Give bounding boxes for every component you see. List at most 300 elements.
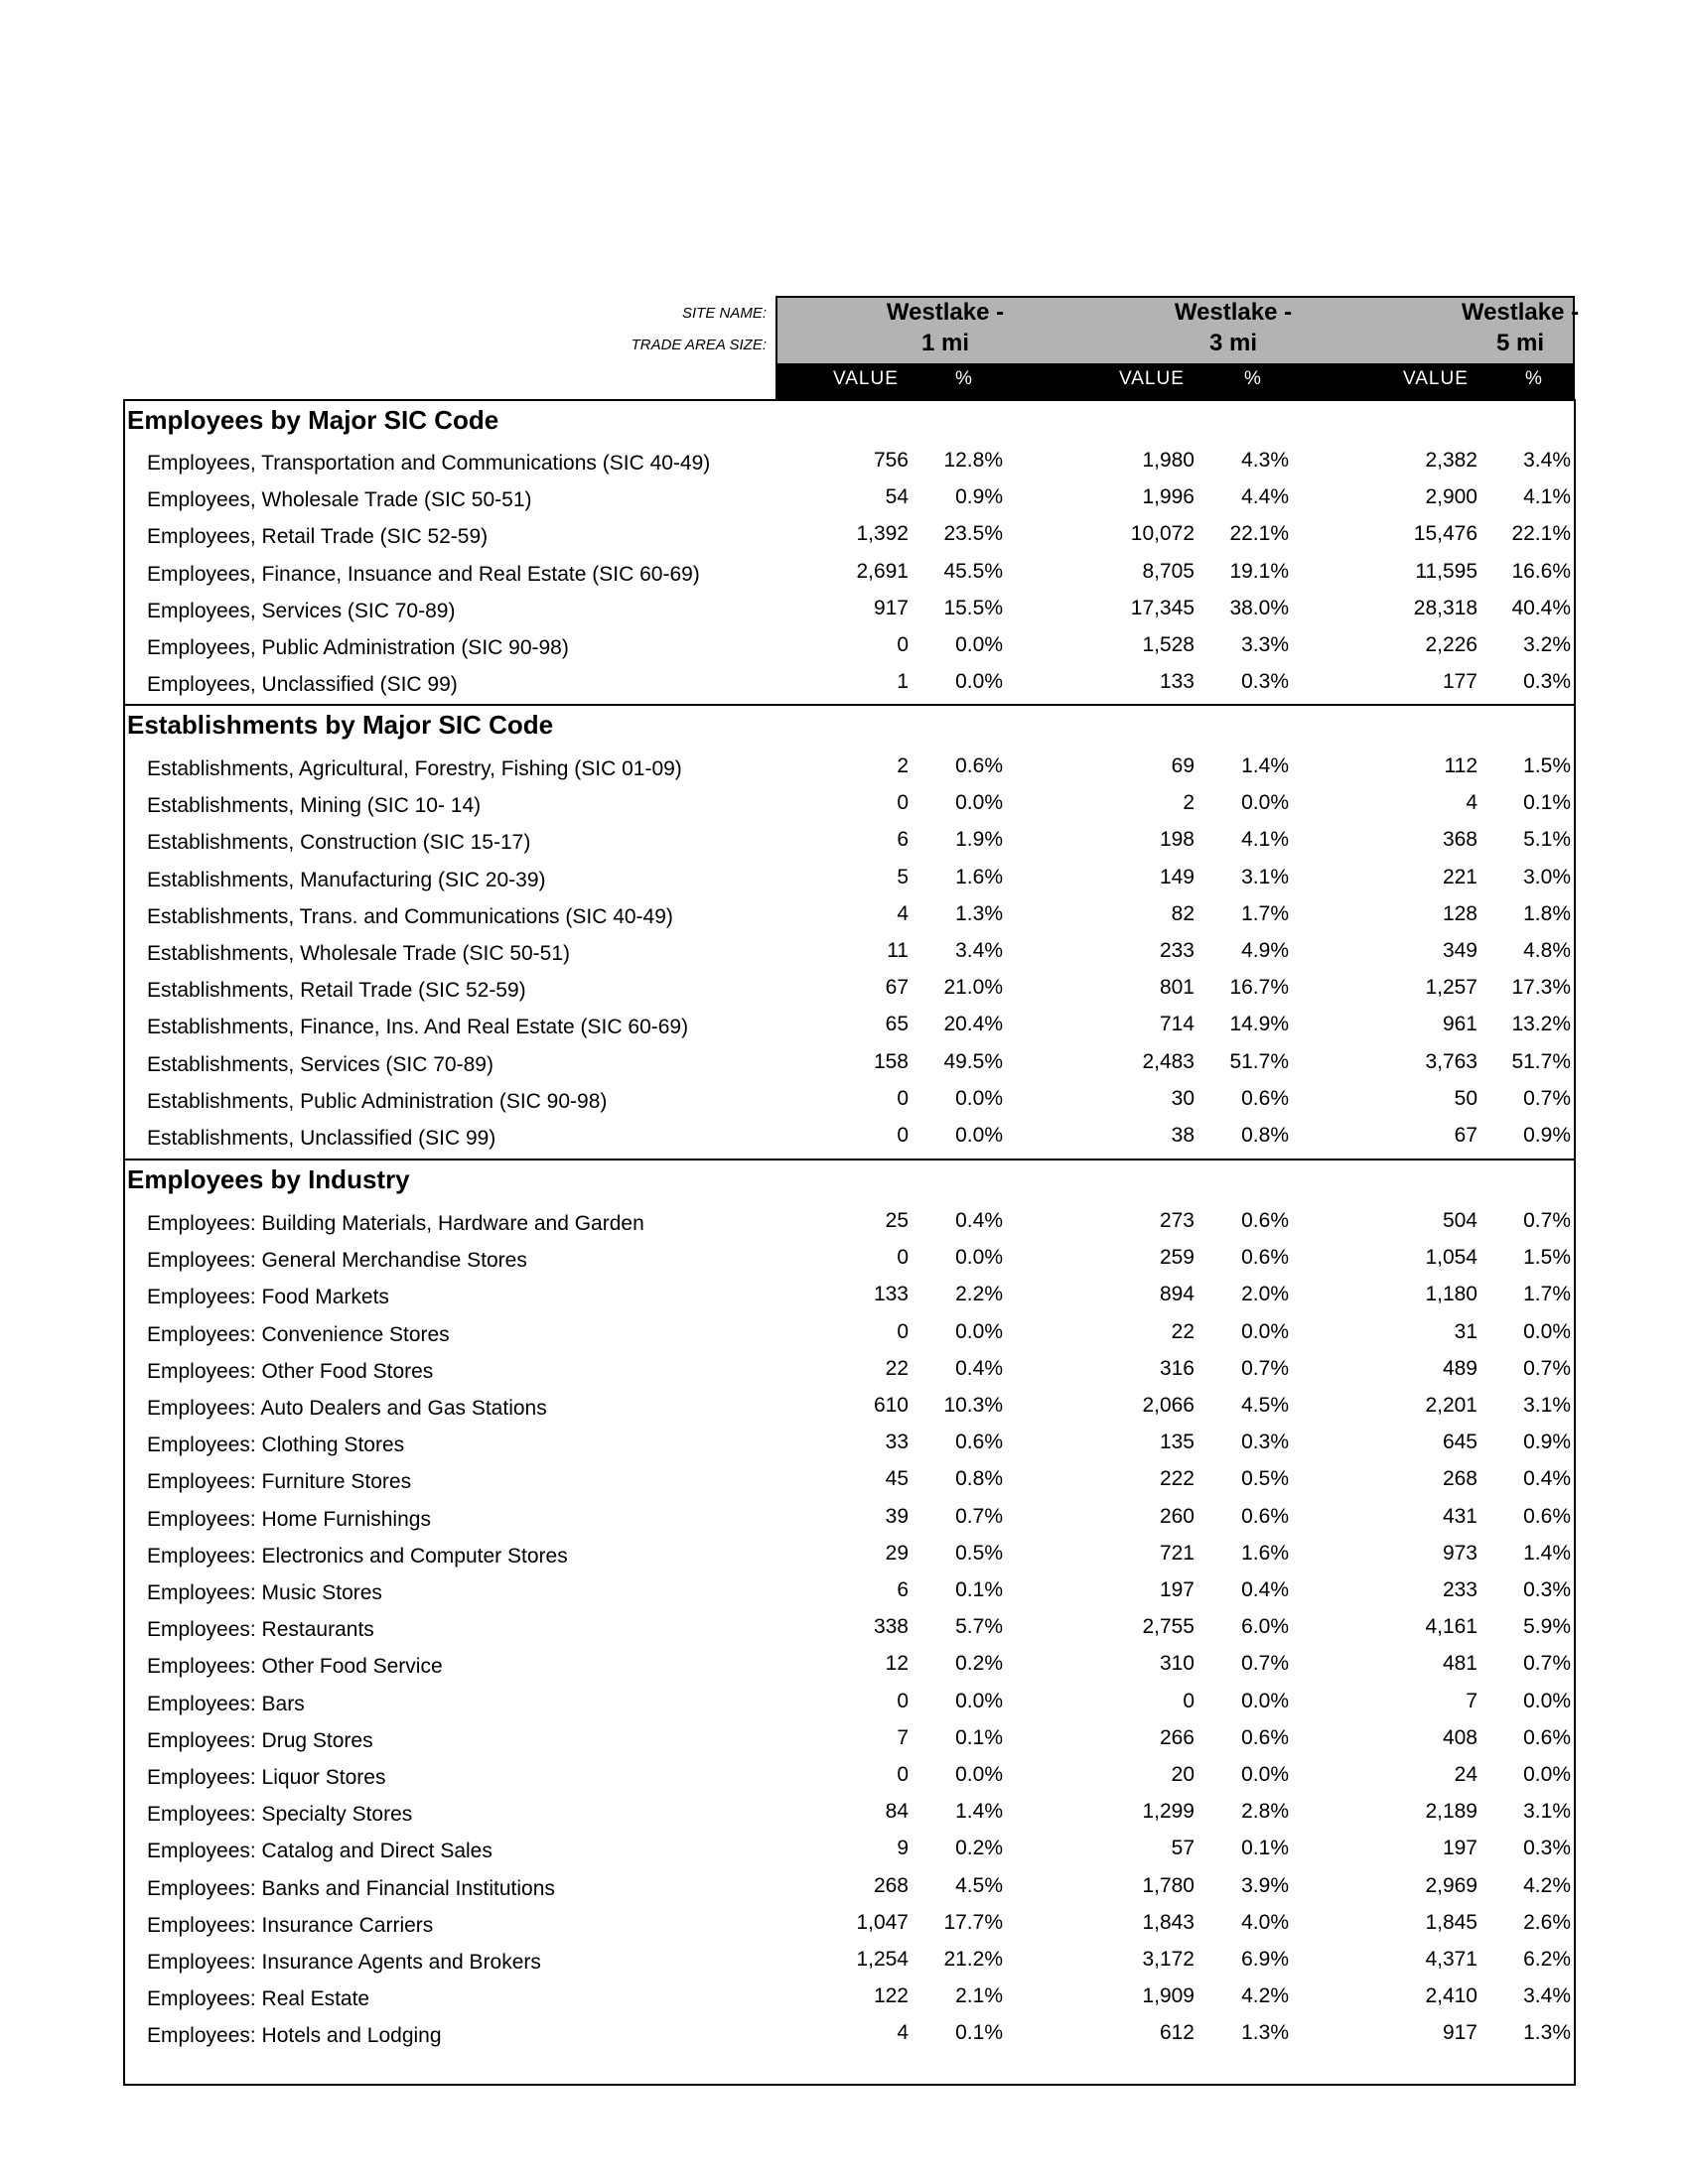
value-cell: 2,410 — [1425, 1984, 1477, 2008]
site-2-title — [1104, 297, 1362, 358]
row-label: Employees: Bars — [147, 1692, 305, 1715]
percent-cell: 13.2% — [1511, 1013, 1571, 1036]
row-label: Employees: Other Food Stores — [147, 1359, 434, 1383]
value-cell: 112 — [1444, 754, 1477, 777]
value-cell: 6 — [897, 1578, 909, 1601]
value-cell: 268 — [1442, 1467, 1477, 1491]
value-cell: 349 — [1442, 939, 1477, 962]
value-cell: 1,996 — [1142, 485, 1195, 509]
percent-cell: 0.4% — [1523, 1467, 1571, 1491]
value-cell: 128 — [1442, 901, 1477, 925]
row-label: Employees: Clothing Stores — [147, 1433, 405, 1457]
row-label: Employees: Convenience Stores — [147, 1322, 450, 1346]
percent-cell: 0.1% — [1241, 1837, 1289, 1860]
percent-cell: 1.4% — [955, 1800, 1003, 1824]
percent-cell: 51.7% — [1229, 1049, 1289, 1073]
percent-cell: 0.0% — [955, 1086, 1003, 1110]
row-label: Employees, Transportation and Communications (SIC 40-49) — [147, 452, 711, 475]
percent-cell: 3.9% — [1241, 1873, 1289, 1897]
percent-cell: 22.1% — [1511, 522, 1571, 546]
row-label: Establishments, Services (SIC 70-89) — [147, 1052, 493, 1076]
percent-cell: 0.0% — [955, 1763, 1003, 1786]
percent-cell: 10.3% — [943, 1394, 1003, 1417]
row-label: Establishments, Agricultural, Forestry, Fishing (SIC 01-09) — [147, 757, 682, 780]
percent-cell: 1.6% — [955, 865, 1003, 888]
percent-cell: 0.7% — [1523, 1356, 1571, 1380]
value-cell: 3,763 — [1425, 1049, 1477, 1073]
value-cell: 0 — [897, 1689, 909, 1712]
percent-cell: 16.7% — [1229, 976, 1289, 1000]
value-cell: 2,226 — [1425, 633, 1477, 656]
value-cell: 28,318 — [1413, 596, 1477, 619]
value-cell: 15,476 — [1413, 522, 1477, 546]
value-cell: 259 — [1159, 1246, 1195, 1270]
percent-cell: 17.7% — [943, 1910, 1003, 1934]
value-cell: 2,483 — [1142, 1049, 1195, 1073]
percent-cell: 3.2% — [1523, 633, 1571, 656]
percent-cell: 1.4% — [1523, 1541, 1571, 1565]
value-cell: 1,047 — [856, 1910, 909, 1934]
site-3-title — [1391, 297, 1649, 358]
value-cell: 504 — [1442, 1209, 1477, 1232]
value-cell: 69 — [1171, 754, 1195, 777]
percent-cell: 2.6% — [1523, 1910, 1571, 1934]
value-cell: 0 — [897, 791, 909, 815]
percent-cell: 0.5% — [955, 1541, 1003, 1565]
value-cell: 612 — [1159, 2021, 1195, 2045]
section-title: Employees by Industry — [127, 1164, 410, 1194]
row-label: Employees: Hotels and Lodging — [147, 2024, 442, 2048]
row-label: Employees: Music Stores — [147, 1581, 382, 1604]
value-cell: 8,705 — [1142, 559, 1195, 583]
percent-cell: 0.7% — [1241, 1652, 1289, 1676]
percent-cell: 0.2% — [955, 1652, 1003, 1676]
percent-cell: 4.4% — [1241, 485, 1289, 509]
value-cell: 135 — [1159, 1431, 1195, 1454]
percent-cell: 0.0% — [1523, 1689, 1571, 1712]
value-cell: 4,161 — [1425, 1615, 1477, 1639]
row-label: Employees: Home Furnishings — [147, 1507, 431, 1531]
value-cell: 24 — [1454, 1763, 1477, 1786]
value-cell: 894 — [1159, 1283, 1195, 1306]
value-cell: 2,755 — [1142, 1615, 1195, 1639]
value-cell: 1,392 — [856, 522, 909, 546]
value-cell: 0 — [897, 1763, 909, 1786]
percent-cell: 0.0% — [955, 1689, 1003, 1712]
percent-cell: 1.5% — [1523, 754, 1571, 777]
percent-cell: 38.0% — [1229, 596, 1289, 619]
value-cell: 408 — [1442, 1725, 1477, 1749]
percent-cell: 1.8% — [1523, 901, 1571, 925]
row-label: Employees, Public Administration (SIC 90-98) — [147, 636, 569, 659]
percent-cell: 0.4% — [955, 1209, 1003, 1232]
percent-cell: 16.6% — [1511, 559, 1571, 583]
column-header-pct-3: % — [1525, 368, 1543, 389]
percent-cell: 0.0% — [1523, 1763, 1571, 1786]
site-1-title — [816, 297, 1074, 358]
percent-cell: 1.7% — [1523, 1283, 1571, 1306]
row-label: Employees: General Merchandise Stores — [147, 1249, 527, 1273]
row-label: Employees: Auto Dealers and Gas Stations — [147, 1397, 547, 1420]
value-cell: 10,072 — [1130, 522, 1195, 546]
value-cell: 7 — [897, 1725, 909, 1749]
value-cell: 917 — [1442, 2021, 1477, 2045]
value-cell: 316 — [1159, 1356, 1195, 1380]
row-label: Employees: Liquor Stores — [147, 1766, 386, 1789]
value-cell: 610 — [873, 1394, 909, 1417]
value-cell: 222 — [1159, 1467, 1195, 1491]
value-cell: 7 — [1466, 1689, 1477, 1712]
value-cell: 198 — [1159, 828, 1195, 852]
site-3-name: Westlake - — [1461, 299, 1580, 326]
percent-cell: 0.3% — [1523, 1837, 1571, 1860]
value-cell: 5 — [897, 865, 909, 888]
value-cell: 197 — [1442, 1837, 1477, 1860]
value-cell: 4 — [897, 2021, 909, 2045]
percent-cell: 1.6% — [1241, 1541, 1289, 1565]
value-cell: 2,189 — [1425, 1800, 1477, 1824]
row-label: Establishments, Retail Trade (SIC 52-59) — [147, 979, 526, 1003]
percent-cell: 0.8% — [1241, 1124, 1289, 1147]
row-label: Employees: Specialty Stores — [147, 1803, 413, 1827]
value-cell: 1,980 — [1142, 449, 1195, 472]
value-cell: 260 — [1159, 1504, 1195, 1528]
row-label: Employees: Restaurants — [147, 1618, 374, 1642]
column-header-value-3: VALUE — [1403, 368, 1469, 389]
row-label: Employees: Furniture Stores — [147, 1470, 412, 1494]
value-cell: 149 — [1159, 865, 1195, 888]
value-cell: 4 — [897, 901, 909, 925]
percent-cell: 5.7% — [955, 1615, 1003, 1639]
value-cell: 29 — [885, 1541, 909, 1565]
percent-cell: 0.0% — [1241, 1763, 1289, 1786]
row-label: Employees, Services (SIC 70-89) — [147, 599, 456, 622]
percent-cell: 0.9% — [1523, 1431, 1571, 1454]
row-label: Employees: Insurance Agents and Brokers — [147, 1951, 541, 1974]
value-cell: 801 — [1159, 976, 1195, 1000]
percent-cell: 0.3% — [1523, 1578, 1571, 1601]
value-cell: 158 — [873, 1049, 909, 1073]
row-label: Employees: Food Markets — [147, 1286, 389, 1309]
value-cell: 2 — [897, 754, 909, 777]
percent-cell: 0.9% — [1523, 1124, 1571, 1147]
site-1-name: Westlake - — [886, 299, 1005, 326]
percent-cell: 0.6% — [1241, 1246, 1289, 1270]
percent-cell: 2.1% — [955, 1984, 1003, 2008]
row-label: Establishments, Wholesale Trade (SIC 50-51) — [147, 942, 571, 965]
value-cell: 82 — [1171, 901, 1195, 925]
percent-cell: 0.3% — [1241, 1431, 1289, 1454]
percent-cell: 0.0% — [955, 1319, 1003, 1343]
percent-cell: 21.2% — [943, 1948, 1003, 1971]
value-cell: 431 — [1442, 1504, 1477, 1528]
value-cell: 65 — [885, 1013, 909, 1036]
value-cell: 1,845 — [1425, 1910, 1477, 1934]
value-cell: 221 — [1442, 865, 1477, 888]
value-cell: 0 — [897, 1246, 909, 1270]
row-label: Establishments, Finance, Ins. And Real Estate (SIC 60-69) — [147, 1016, 689, 1039]
value-cell: 338 — [873, 1615, 909, 1639]
value-cell: 1,909 — [1142, 1984, 1195, 2008]
percent-cell: 21.0% — [943, 976, 1003, 1000]
section-divider — [123, 1159, 1576, 1160]
percent-cell: 3.0% — [1523, 865, 1571, 888]
percent-cell: 0.6% — [1523, 1504, 1571, 1528]
value-cell: 133 — [873, 1283, 909, 1306]
percent-cell: 23.5% — [943, 522, 1003, 546]
value-cell: 1,180 — [1425, 1283, 1477, 1306]
percent-cell: 0.1% — [1523, 791, 1571, 815]
value-cell: 1,843 — [1142, 1910, 1195, 1934]
row-label: Employees: Catalog and Direct Sales — [147, 1840, 492, 1863]
percent-cell: 0.0% — [955, 1246, 1003, 1270]
value-cell: 1,299 — [1142, 1800, 1195, 1824]
percent-cell: 0.6% — [1241, 1086, 1289, 1110]
percent-cell: 22.1% — [1229, 522, 1289, 546]
value-cell: 30 — [1171, 1086, 1195, 1110]
percent-cell: 0.7% — [955, 1504, 1003, 1528]
value-cell: 122 — [873, 1984, 909, 2008]
percent-cell: 4.2% — [1241, 1984, 1289, 2008]
value-cell: 22 — [1171, 1319, 1195, 1343]
site-2-size: 3 mi — [1208, 330, 1258, 356]
value-cell: 2,900 — [1425, 485, 1477, 509]
row-label: Employees: Building Materials, Hardware and Garden — [147, 1212, 644, 1235]
value-cell: 67 — [885, 976, 909, 1000]
value-cell: 0 — [897, 1124, 909, 1147]
percent-cell: 1.5% — [1523, 1246, 1571, 1270]
value-cell: 1,528 — [1142, 633, 1195, 656]
value-cell: 197 — [1159, 1578, 1195, 1601]
column-header-value-1: VALUE — [833, 368, 899, 389]
percent-cell: 19.1% — [1229, 559, 1289, 583]
percent-cell: 1.9% — [955, 828, 1003, 852]
value-cell: 310 — [1159, 1652, 1195, 1676]
value-cell: 961 — [1442, 1013, 1477, 1036]
value-cell: 12 — [885, 1652, 909, 1676]
value-cell: 368 — [1442, 828, 1477, 852]
percent-cell: 49.5% — [943, 1049, 1003, 1073]
percent-cell: 0.9% — [955, 485, 1003, 509]
value-cell: 714 — [1159, 1013, 1195, 1036]
percent-cell: 1.3% — [1241, 2021, 1289, 2045]
value-cell: 17,345 — [1130, 596, 1195, 619]
percent-cell: 0.6% — [1241, 1209, 1289, 1232]
percent-cell: 3.3% — [1241, 633, 1289, 656]
percent-cell: 6.0% — [1241, 1615, 1289, 1639]
percent-cell: 0.4% — [1241, 1578, 1289, 1601]
percent-cell: 0.0% — [1241, 1689, 1289, 1712]
row-label: Employees: Real Estate — [147, 1987, 370, 2011]
percent-cell: 5.1% — [1523, 828, 1571, 852]
percent-cell: 0.0% — [955, 791, 1003, 815]
percent-cell: 1.3% — [955, 901, 1003, 925]
value-cell: 11,595 — [1415, 559, 1477, 583]
percent-cell: 0.3% — [1241, 670, 1289, 694]
value-cell: 489 — [1442, 1356, 1477, 1380]
value-cell: 25 — [885, 1209, 909, 1232]
percent-cell: 3.1% — [1523, 1800, 1571, 1824]
percent-cell: 0.0% — [1241, 791, 1289, 815]
value-cell: 1,780 — [1142, 1873, 1195, 1897]
percent-cell: 45.5% — [943, 559, 1003, 583]
value-cell: 57 — [1171, 1837, 1195, 1860]
percent-cell: 15.5% — [943, 596, 1003, 619]
percent-cell: 1.3% — [1523, 2021, 1571, 2045]
percent-cell: 0.0% — [955, 1124, 1003, 1147]
percent-cell: 3.1% — [1523, 1394, 1571, 1417]
percent-cell: 6.9% — [1241, 1948, 1289, 1971]
percent-cell: 0.6% — [955, 754, 1003, 777]
percent-cell: 3.4% — [1523, 1984, 1571, 2008]
column-header-value-2: VALUE — [1119, 368, 1185, 389]
percent-cell: 1.4% — [1241, 754, 1289, 777]
row-label: Establishments, Unclassified (SIC 99) — [147, 1127, 496, 1150]
percent-cell: 5.9% — [1523, 1615, 1571, 1639]
row-label: Employees: Other Food Service — [147, 1655, 443, 1679]
percent-cell: 0.1% — [955, 1725, 1003, 1749]
percent-cell: 4.8% — [1523, 939, 1571, 962]
percent-cell: 6.2% — [1523, 1948, 1571, 1971]
percent-cell: 4.0% — [1241, 1910, 1289, 1934]
column-header-pct-2: % — [1244, 368, 1262, 389]
value-cell: 3,172 — [1142, 1948, 1195, 1971]
percent-cell: 0.0% — [955, 670, 1003, 694]
percent-cell: 20.4% — [943, 1013, 1003, 1036]
value-cell: 1 — [897, 670, 909, 694]
percent-cell: 3.4% — [955, 939, 1003, 962]
percent-cell: 4.5% — [1241, 1394, 1289, 1417]
percent-cell: 0.0% — [955, 633, 1003, 656]
percent-cell: 0.5% — [1241, 1467, 1289, 1491]
percent-cell: 4.1% — [1523, 485, 1571, 509]
row-label: Employees: Drug Stores — [147, 1728, 373, 1752]
value-cell: 1,054 — [1425, 1246, 1477, 1270]
site-1-size: 1 mi — [920, 330, 970, 356]
percent-cell: 0.7% — [1523, 1209, 1571, 1232]
percent-cell: 0.3% — [1523, 670, 1571, 694]
value-cell: 2,969 — [1425, 1873, 1477, 1897]
section-divider — [123, 704, 1576, 706]
value-cell: 0 — [897, 633, 909, 656]
percent-cell: 0.6% — [1241, 1504, 1289, 1528]
value-cell: 917 — [873, 596, 909, 619]
value-cell: 38 — [1171, 1124, 1195, 1147]
value-cell: 0 — [897, 1086, 909, 1110]
value-cell: 973 — [1442, 1541, 1477, 1565]
value-cell: 177 — [1442, 670, 1477, 694]
percent-cell: 2.0% — [1241, 1283, 1289, 1306]
percent-cell: 0.0% — [1241, 1319, 1289, 1343]
row-label: Establishments, Construction (SIC 15-17) — [147, 831, 531, 855]
value-cell: 2,382 — [1425, 449, 1477, 472]
percent-cell: 0.4% — [955, 1356, 1003, 1380]
value-cell: 0 — [1183, 1689, 1195, 1712]
percent-cell: 12.8% — [943, 449, 1003, 472]
row-label: Employees: Electronics and Computer Stores — [147, 1544, 568, 1568]
percent-cell: 0.0% — [1523, 1319, 1571, 1343]
percent-cell: 0.1% — [955, 1578, 1003, 1601]
percent-cell: 51.7% — [1511, 1049, 1571, 1073]
percent-cell: 0.1% — [955, 2021, 1003, 2045]
value-cell: 721 — [1159, 1541, 1195, 1565]
trade-area-size-label: TRADE AREA SIZE: — [631, 337, 767, 353]
value-cell: 11 — [887, 939, 909, 962]
percent-cell: 0.6% — [955, 1431, 1003, 1454]
site-name-label: SITE NAME: — [681, 305, 767, 322]
percent-cell: 0.2% — [955, 1837, 1003, 1860]
percent-cell: 0.7% — [1523, 1086, 1571, 1110]
percent-cell: 0.7% — [1241, 1356, 1289, 1380]
percent-cell: 40.4% — [1511, 596, 1571, 619]
value-cell: 2,066 — [1142, 1394, 1195, 1417]
percent-cell: 4.2% — [1523, 1873, 1571, 1897]
row-label: Establishments, Public Administration (SIC 90-98) — [147, 1089, 608, 1113]
value-cell: 0 — [897, 1319, 909, 1343]
value-cell: 54 — [885, 485, 909, 509]
percent-cell: 3.4% — [1523, 449, 1571, 472]
value-cell: 50 — [1454, 1086, 1477, 1110]
percent-cell: 0.7% — [1523, 1652, 1571, 1676]
value-cell: 33 — [885, 1431, 909, 1454]
percent-cell: 0.8% — [955, 1467, 1003, 1491]
site-2-name: Westlake - — [1174, 299, 1293, 326]
row-label: Establishments, Manufacturing (SIC 20-39) — [147, 868, 546, 891]
percent-cell: 0.6% — [1241, 1725, 1289, 1749]
row-label: Employees: Banks and Financial Institutions — [147, 1876, 555, 1900]
percent-cell: 2.2% — [955, 1283, 1003, 1306]
value-cell: 9 — [897, 1837, 909, 1860]
section-title: Employees by Major SIC Code — [127, 405, 499, 435]
percent-cell: 3.1% — [1241, 865, 1289, 888]
value-cell: 4,371 — [1425, 1948, 1477, 1971]
value-cell: 2,691 — [856, 559, 909, 583]
row-label: Employees, Finance, Insuance and Real Estate (SIC 60-69) — [147, 562, 700, 586]
percent-cell: 4.1% — [1241, 828, 1289, 852]
value-cell: 20 — [1171, 1763, 1195, 1786]
percent-cell: 4.3% — [1241, 449, 1289, 472]
value-cell: 645 — [1442, 1431, 1477, 1454]
percent-cell: 2.8% — [1241, 1800, 1289, 1824]
value-cell: 2 — [1183, 791, 1195, 815]
percent-cell: 4.5% — [955, 1873, 1003, 1897]
value-cell: 67 — [1454, 1124, 1477, 1147]
site-3-size: 5 mi — [1495, 330, 1545, 356]
value-cell: 268 — [873, 1873, 909, 1897]
percent-cell: 4.9% — [1241, 939, 1289, 962]
value-cell: 84 — [885, 1800, 909, 1824]
column-header-pct-1: % — [955, 368, 973, 389]
percent-cell: 17.3% — [1511, 976, 1571, 1000]
value-cell: 2,201 — [1425, 1394, 1477, 1417]
row-label: Establishments, Mining (SIC 10- 14) — [147, 794, 482, 818]
value-cell: 22 — [885, 1356, 909, 1380]
value-cell: 233 — [1159, 939, 1195, 962]
value-cell: 1,254 — [856, 1948, 909, 1971]
value-cell: 266 — [1159, 1725, 1195, 1749]
value-cell: 45 — [885, 1467, 909, 1491]
value-cell: 273 — [1159, 1209, 1195, 1232]
row-label: Employees, Retail Trade (SIC 52-59) — [147, 525, 489, 549]
value-cell: 31 — [1454, 1319, 1477, 1343]
row-label: Employees, Unclassified (SIC 99) — [147, 673, 458, 697]
row-label: Employees: Insurance Carriers — [147, 1913, 434, 1937]
percent-cell: 14.9% — [1229, 1013, 1289, 1036]
percent-cell: 0.6% — [1523, 1725, 1571, 1749]
section-title: Establishments by Major SIC Code — [127, 710, 554, 740]
percent-cell: 1.7% — [1241, 901, 1289, 925]
value-cell: 133 — [1159, 670, 1195, 694]
